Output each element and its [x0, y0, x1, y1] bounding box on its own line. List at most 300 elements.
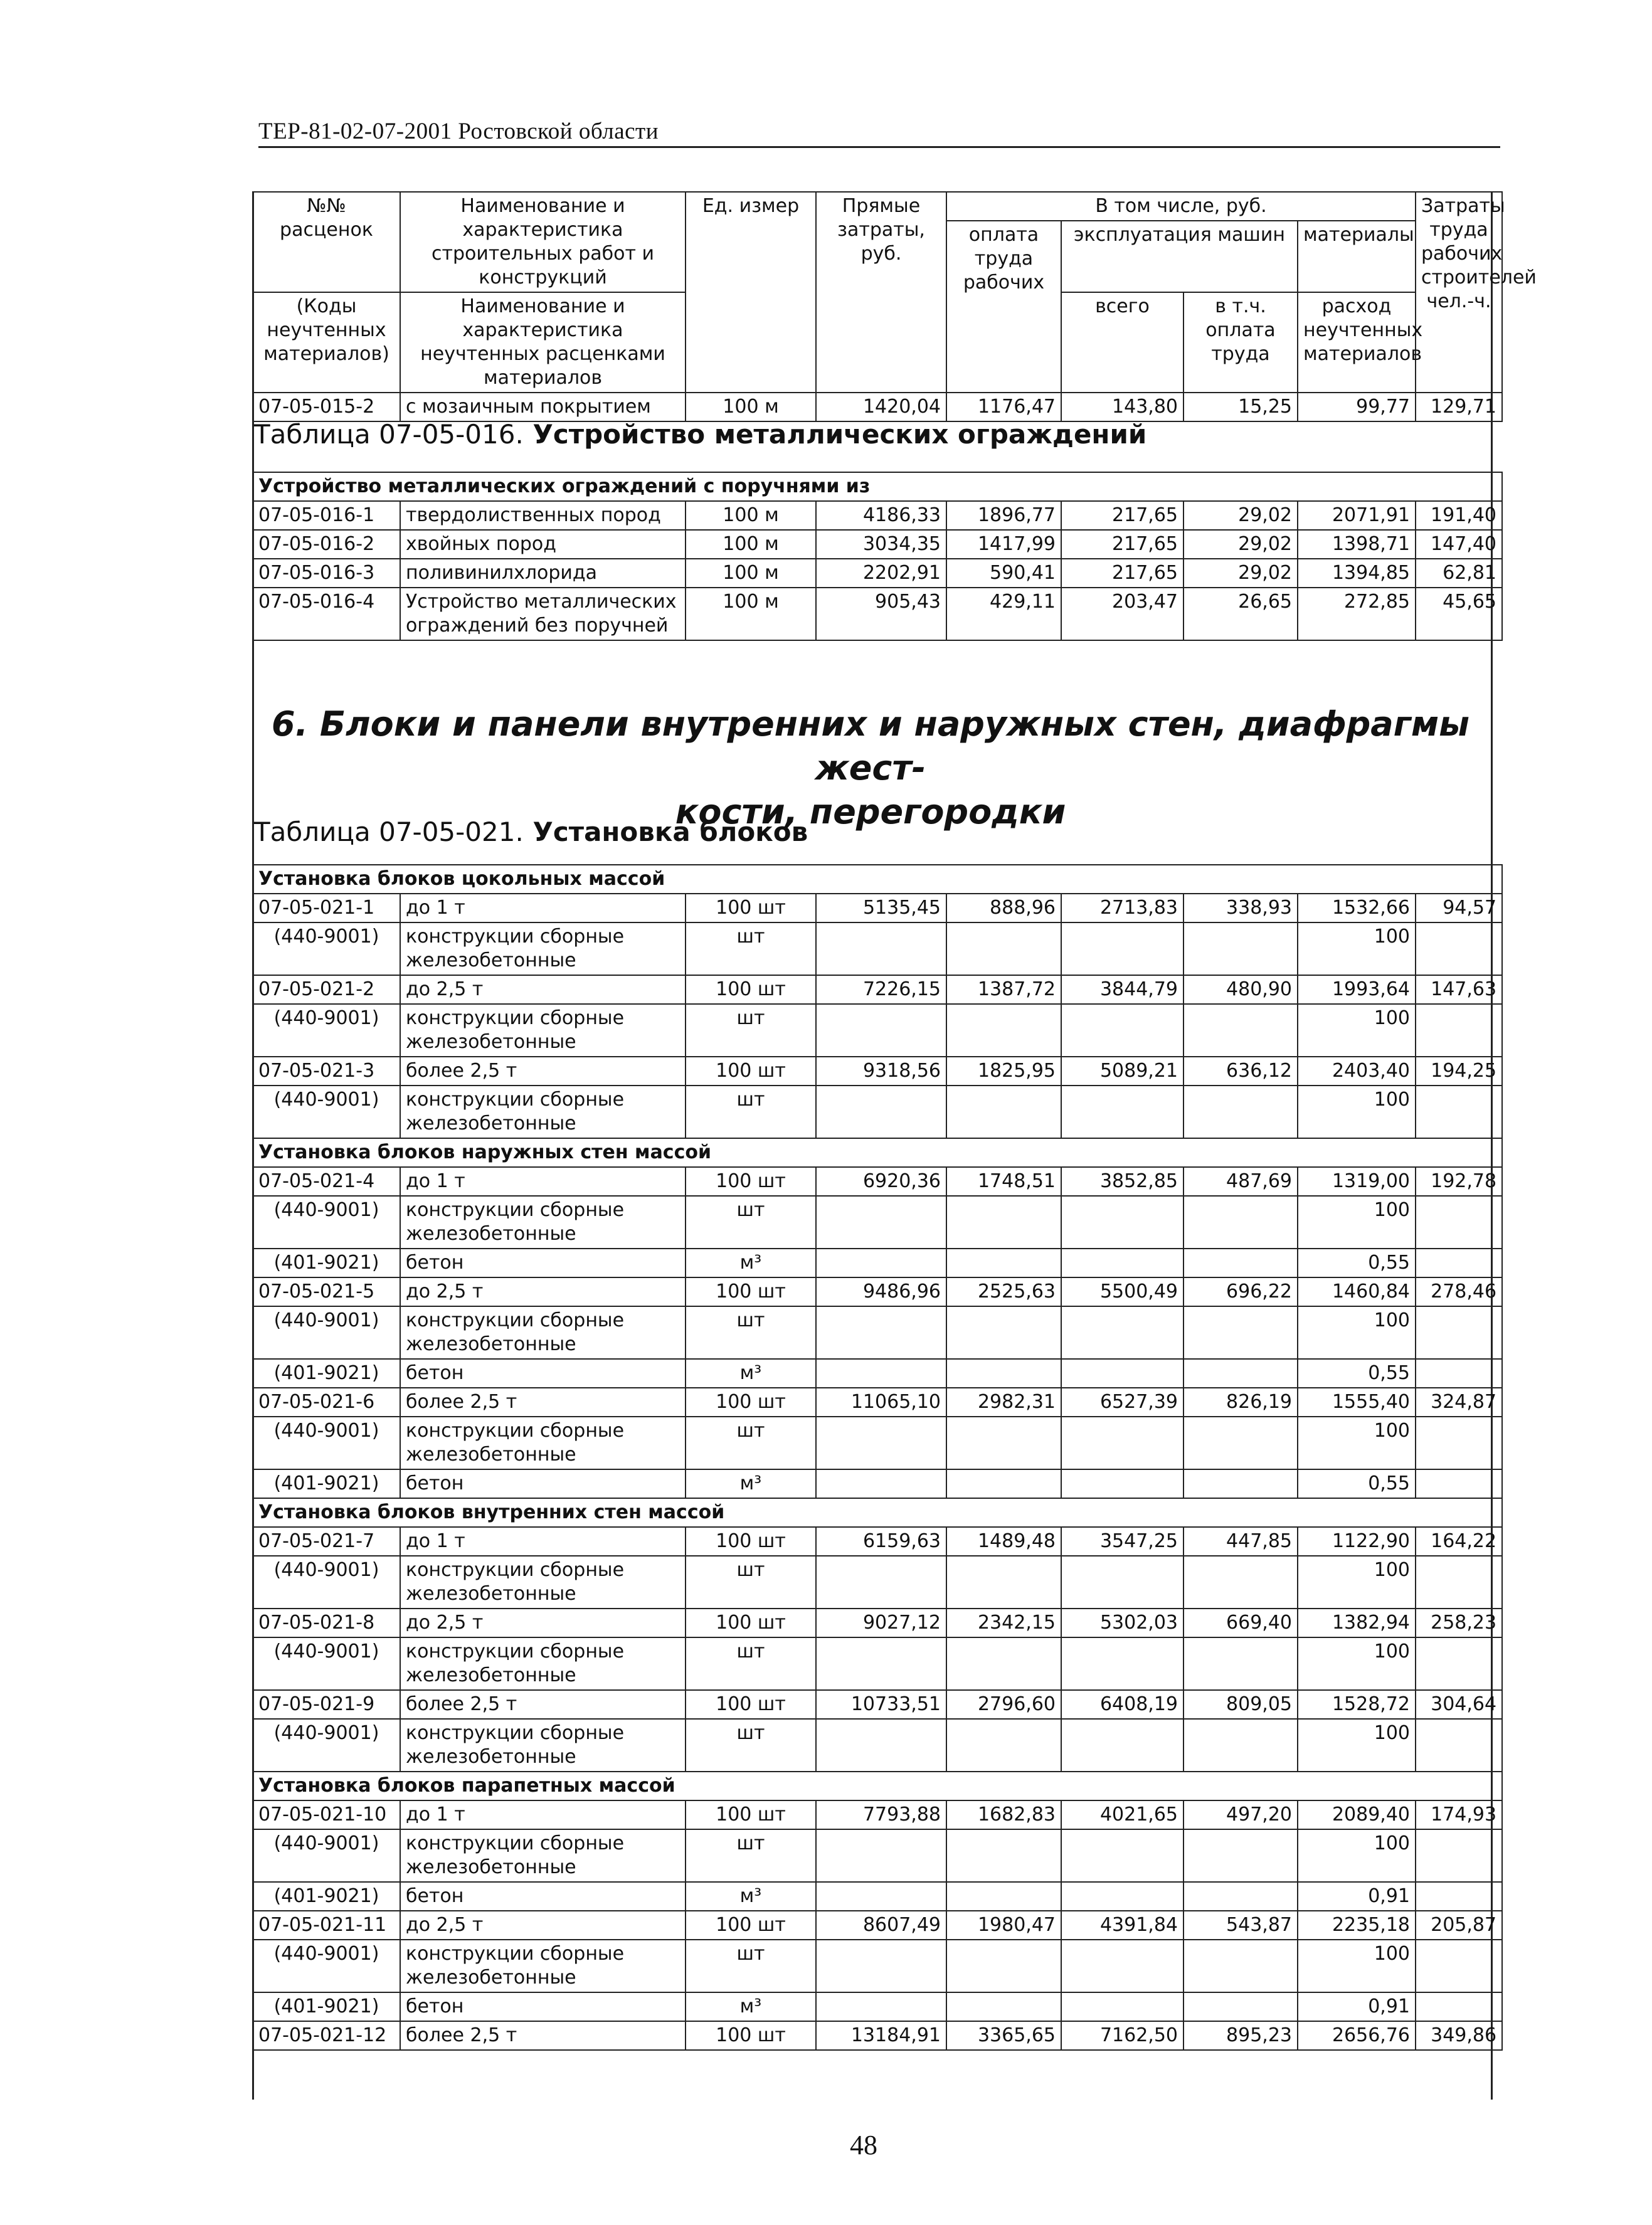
row-name: с мозаичным покрытием	[400, 393, 686, 421]
table-row	[253, 1277, 1502, 1306]
row-labor: 1748,51	[946, 1167, 1061, 1196]
empty-cell	[946, 1829, 1061, 1882]
table-row	[253, 1609, 1502, 1637]
page-number: 48	[850, 2130, 877, 2160]
row-mat: 2403,40	[1298, 1057, 1416, 1086]
row-code: 07-05-021-9	[253, 1690, 400, 1719]
material-qty: 100	[1298, 1556, 1416, 1609]
row-unit: 100 м	[686, 588, 816, 640]
material-name: конструкции сборные железобетонные	[400, 1556, 686, 1609]
row-mach: 217,65	[1061, 559, 1183, 588]
row-mach: 6408,19	[1061, 1690, 1183, 1719]
row-mat: 1555,40	[1298, 1388, 1416, 1417]
row-mach: 6527,39	[1061, 1388, 1183, 1417]
empty-cell	[1061, 1882, 1183, 1911]
empty-cell	[946, 1359, 1061, 1388]
col-name-top: Наименование и характеристика строительных работ и конструкций	[400, 192, 686, 292]
row-code: 07-05-021-7	[253, 1527, 400, 1556]
empty-cell	[1416, 1086, 1502, 1138]
empty-cell	[946, 1637, 1061, 1690]
row-direct: 9027,12	[816, 1609, 946, 1637]
row-mach-labor: 669,40	[1183, 1609, 1298, 1637]
material-name: конструкции сборные железобетонные	[400, 1086, 686, 1138]
col-materials-top: материалы	[1298, 221, 1416, 292]
empty-cell	[1416, 1829, 1502, 1882]
material-row	[253, 1196, 1502, 1249]
material-code: (440-9001)	[253, 1829, 400, 1882]
row-name: до 2,5 т	[400, 1911, 686, 1940]
empty-cell	[1183, 1306, 1298, 1359]
material-name: бетон	[400, 1249, 686, 1277]
material-qty: 0,91	[1298, 1882, 1416, 1911]
row-work: 324,87	[1416, 1388, 1502, 1417]
material-name: конструкции сборные железобетонные	[400, 1637, 686, 1690]
row-mat: 99,77	[1298, 393, 1416, 421]
row-mat: 272,85	[1298, 588, 1416, 640]
table-row	[253, 393, 1502, 421]
table-016-caption	[254, 419, 1146, 450]
row-name: Устройство металлических ограждений без поручней	[400, 588, 686, 640]
row-name: поливинилхлорида	[400, 559, 686, 588]
material-qty: 100	[1298, 1196, 1416, 1249]
row-mach-labor: 809,05	[1183, 1690, 1298, 1719]
material-row	[253, 1306, 1502, 1359]
empty-cell	[1061, 1637, 1183, 1690]
material-code: (440-9001)	[253, 1417, 400, 1469]
material-code: (440-9001)	[253, 1086, 400, 1138]
empty-cell	[946, 1469, 1061, 1498]
row-mat: 1528,72	[1298, 1690, 1416, 1719]
material-unit: шт	[686, 1004, 816, 1057]
empty-cell	[816, 1249, 946, 1277]
row-unit: 100 шт	[686, 1527, 816, 1556]
row-mach-labor: 15,25	[1183, 393, 1298, 421]
empty-cell	[1061, 1719, 1183, 1772]
material-qty: 0,55	[1298, 1469, 1416, 1498]
empty-cell	[816, 1359, 946, 1388]
row-name: до 1 т	[400, 1527, 686, 1556]
material-code: (401-9021)	[253, 1992, 400, 2021]
empty-cell	[1416, 1196, 1502, 1249]
row-work: 258,23	[1416, 1609, 1502, 1637]
row-mach: 5500,49	[1061, 1277, 1183, 1306]
row-mach: 143,80	[1061, 393, 1183, 421]
row-code: 07-05-021-12	[253, 2021, 400, 2050]
material-qty: 100	[1298, 1306, 1416, 1359]
row-mach: 2713,83	[1061, 894, 1183, 922]
empty-cell	[946, 1992, 1061, 2021]
row-name: хвойных пород	[400, 530, 686, 559]
material-name: бетон	[400, 1992, 686, 2021]
material-name: конструкции сборные железобетонные	[400, 1417, 686, 1469]
row-direct: 905,43	[816, 588, 946, 640]
row-work: 191,40	[1416, 501, 1502, 530]
empty-cell	[946, 1196, 1061, 1249]
row-code: 07-05-021-10	[253, 1800, 400, 1829]
material-unit: м³	[686, 1359, 816, 1388]
row-mach: 217,65	[1061, 501, 1183, 530]
material-code: (440-9001)	[253, 1306, 400, 1359]
empty-cell	[1183, 1004, 1298, 1057]
material-row	[253, 1940, 1502, 1992]
material-unit: шт	[686, 1086, 816, 1138]
row-name: до 2,5 т	[400, 1609, 686, 1637]
row-mach-labor: 29,02	[1183, 559, 1298, 588]
material-code: (440-9001)	[253, 1556, 400, 1609]
material-unit: шт	[686, 1196, 816, 1249]
section-title: Установка блоков наружных стен массой	[253, 1138, 1502, 1167]
row-work: 194,25	[1416, 1057, 1502, 1086]
row-unit: 100 шт	[686, 1911, 816, 1940]
material-row	[253, 1086, 1502, 1138]
material-unit: шт	[686, 1556, 816, 1609]
chapter-title-line1: 6. Блоки и панели внутренних и наружных стен, диафрагмы жест-	[272, 704, 1469, 788]
row-unit: 100 м	[686, 559, 816, 588]
row-name: более 2,5 т	[400, 2021, 686, 2050]
empty-cell	[1183, 1417, 1298, 1469]
material-qty: 100	[1298, 1086, 1416, 1138]
empty-cell	[1416, 1004, 1502, 1057]
row-direct: 6920,36	[816, 1167, 946, 1196]
material-row	[253, 1417, 1502, 1469]
material-code: (401-9021)	[253, 1359, 400, 1388]
row-mach-labor: 487,69	[1183, 1167, 1298, 1196]
row-unit: 100 шт	[686, 975, 816, 1004]
empty-cell	[946, 1306, 1061, 1359]
material-row	[253, 1359, 1502, 1388]
row-mach: 5089,21	[1061, 1057, 1183, 1086]
row-name: до 2,5 т	[400, 1277, 686, 1306]
row-work: 129,71	[1416, 393, 1502, 421]
empty-cell	[946, 922, 1061, 975]
row-work: 147,63	[1416, 975, 1502, 1004]
row-name: твердолиственных пород	[400, 501, 686, 530]
material-row	[253, 1719, 1502, 1772]
empty-cell	[1061, 1249, 1183, 1277]
row-labor: 590,41	[946, 559, 1061, 588]
row-work: 304,64	[1416, 1690, 1502, 1719]
row-work: 192,78	[1416, 1167, 1502, 1196]
material-qty: 100	[1298, 1829, 1416, 1882]
material-code: (401-9021)	[253, 1882, 400, 1911]
material-unit: шт	[686, 1417, 816, 1469]
section-header-row	[253, 1138, 1502, 1167]
row-direct: 4186,33	[816, 501, 946, 530]
table-016	[252, 472, 1503, 641]
row-direct: 7226,15	[816, 975, 946, 1004]
col-materials-bottom: расход неучтенных материалов	[1298, 292, 1416, 393]
empty-cell	[946, 1882, 1061, 1911]
row-work: 278,46	[1416, 1277, 1502, 1306]
empty-cell	[816, 1992, 946, 2021]
empty-cell	[1061, 1004, 1183, 1057]
empty-cell	[1061, 922, 1183, 975]
col-labor: оплата труда рабочих	[946, 221, 1061, 393]
empty-cell	[816, 1417, 946, 1469]
row-mach: 3547,25	[1061, 1527, 1183, 1556]
section-title: Устройство металлических ограждений с поручнями из	[253, 472, 1502, 501]
row-code: 07-05-021-1	[253, 894, 400, 922]
empty-cell	[1183, 1086, 1298, 1138]
empty-cell	[816, 1719, 946, 1772]
row-labor: 2525,63	[946, 1277, 1061, 1306]
empty-cell	[1183, 1829, 1298, 1882]
material-code: (401-9021)	[253, 1249, 400, 1277]
material-qty: 0,55	[1298, 1249, 1416, 1277]
material-code: (440-9001)	[253, 1004, 400, 1057]
empty-cell	[946, 1249, 1061, 1277]
material-name: бетон	[400, 1469, 686, 1498]
material-row	[253, 1882, 1502, 1911]
row-labor: 1387,72	[946, 975, 1061, 1004]
row-code: 07-05-015-2	[253, 393, 400, 421]
table-row	[253, 2021, 1502, 2050]
row-code: 07-05-016-4	[253, 588, 400, 640]
material-row	[253, 1249, 1502, 1277]
section-title: Установка блоков внутренних стен массой	[253, 1498, 1502, 1527]
material-code: (440-9001)	[253, 1719, 400, 1772]
row-unit: 100 шт	[686, 1388, 816, 1417]
material-qty: 100	[1298, 1637, 1416, 1690]
material-qty: 100	[1298, 1719, 1416, 1772]
empty-cell	[1416, 1719, 1502, 1772]
empty-cell	[1183, 1992, 1298, 2021]
table-row	[253, 1690, 1502, 1719]
material-code: (440-9001)	[253, 1196, 400, 1249]
table-row	[253, 1911, 1502, 1940]
row-mat: 2235,18	[1298, 1911, 1416, 1940]
empty-cell	[816, 1882, 946, 1911]
row-work: 349,86	[1416, 2021, 1502, 2050]
row-mat: 2656,76	[1298, 2021, 1416, 2050]
row-direct: 9318,56	[816, 1057, 946, 1086]
row-direct: 2202,91	[816, 559, 946, 588]
col-workers: Затраты труда рабочих строителей чел.-ч.	[1416, 192, 1502, 393]
row-unit: 100 шт	[686, 894, 816, 922]
row-code: 07-05-021-2	[253, 975, 400, 1004]
empty-cell	[946, 1940, 1061, 1992]
empty-cell	[1416, 1556, 1502, 1609]
row-name: до 2,5 т	[400, 975, 686, 1004]
empty-cell	[1416, 1637, 1502, 1690]
row-work: 174,93	[1416, 1800, 1502, 1829]
table-021	[252, 864, 1503, 2051]
empty-cell	[1416, 1882, 1502, 1911]
section-header-row	[253, 865, 1502, 894]
row-unit: 100 шт	[686, 1277, 816, 1306]
row-direct: 11065,10	[816, 1388, 946, 1417]
row-work: 147,40	[1416, 530, 1502, 559]
chapter-title-line2: кости, перегородки	[675, 792, 1066, 832]
empty-cell	[946, 1719, 1061, 1772]
empty-cell	[1061, 1359, 1183, 1388]
material-code: (440-9001)	[253, 922, 400, 975]
table-021-label: Таблица 07-05-021.	[254, 817, 524, 847]
table-row	[253, 1800, 1502, 1829]
row-unit: 100 шт	[686, 1800, 816, 1829]
material-name: бетон	[400, 1882, 686, 1911]
col-code-top: №№ расценок	[253, 192, 400, 292]
row-work: 205,87	[1416, 1911, 1502, 1940]
row-labor: 1682,83	[946, 1800, 1061, 1829]
row-labor: 1896,77	[946, 501, 1061, 530]
row-mat: 1122,90	[1298, 1527, 1416, 1556]
row-mat: 1532,66	[1298, 894, 1416, 922]
material-unit: м³	[686, 1992, 816, 2021]
table-row	[253, 1057, 1502, 1086]
material-unit: шт	[686, 1829, 816, 1882]
material-row	[253, 922, 1502, 975]
empty-cell	[1061, 1469, 1183, 1498]
row-labor: 2796,60	[946, 1690, 1061, 1719]
row-mach-labor: 480,90	[1183, 975, 1298, 1004]
row-mat: 1319,00	[1298, 1167, 1416, 1196]
material-qty: 0,91	[1298, 1992, 1416, 2021]
empty-cell	[1183, 1249, 1298, 1277]
empty-cell	[1416, 1469, 1502, 1498]
empty-cell	[1183, 1882, 1298, 1911]
material-unit: м³	[686, 1249, 816, 1277]
empty-cell	[1416, 922, 1502, 975]
material-qty: 0,55	[1298, 1359, 1416, 1388]
material-name: бетон	[400, 1359, 686, 1388]
material-row	[253, 1829, 1502, 1882]
table-021-caption	[254, 817, 808, 847]
material-name: конструкции сборные железобетонные	[400, 1004, 686, 1057]
material-qty: 100	[1298, 922, 1416, 975]
empty-cell	[1061, 1940, 1183, 1992]
material-name: конструкции сборные железобетонные	[400, 1719, 686, 1772]
row-mach: 7162,50	[1061, 2021, 1183, 2050]
running-header: ТЕР-81-02-07-2001 Ростовской области	[258, 118, 1500, 148]
material-unit: шт	[686, 1940, 816, 1992]
row-mach-labor: 29,02	[1183, 501, 1298, 530]
row-labor: 1980,47	[946, 1911, 1061, 1940]
table-016-title: Устройство металлических ограждений	[532, 419, 1147, 450]
row-direct: 13184,91	[816, 2021, 946, 2050]
empty-cell	[1183, 1719, 1298, 1772]
empty-cell	[1183, 1940, 1298, 1992]
empty-cell	[816, 1637, 946, 1690]
material-unit: шт	[686, 1719, 816, 1772]
material-row	[253, 1992, 1502, 2021]
table-row	[253, 530, 1502, 559]
row-name: более 2,5 т	[400, 1057, 686, 1086]
row-mach-labor: 826,19	[1183, 1388, 1298, 1417]
row-mach: 5302,03	[1061, 1609, 1183, 1637]
material-unit: шт	[686, 1306, 816, 1359]
material-name: конструкции сборные железобетонные	[400, 1829, 686, 1882]
header-table	[252, 191, 1537, 422]
material-unit: м³	[686, 1469, 816, 1498]
table-row	[253, 559, 1502, 588]
row-unit: 100 шт	[686, 1167, 816, 1196]
row-direct: 5135,45	[816, 894, 946, 922]
row-labor: 1176,47	[946, 393, 1061, 421]
row-unit: 100 м	[686, 393, 816, 421]
material-qty: 100	[1298, 1940, 1416, 1992]
row-mat: 1460,84	[1298, 1277, 1416, 1306]
empty-cell	[1183, 1359, 1298, 1388]
row-direct: 6159,63	[816, 1527, 946, 1556]
row-mach: 3852,85	[1061, 1167, 1183, 1196]
empty-cell	[1061, 1992, 1183, 2021]
material-qty: 100	[1298, 1417, 1416, 1469]
table-row	[253, 501, 1502, 530]
row-mach-labor: 26,65	[1183, 588, 1298, 640]
row-unit: 100 м	[686, 501, 816, 530]
empty-cell	[946, 1004, 1061, 1057]
empty-cell	[1061, 1829, 1183, 1882]
table-021-title: Установка блоков	[532, 817, 808, 847]
empty-cell	[1061, 1417, 1183, 1469]
row-work: 62,81	[1416, 559, 1502, 588]
row-mat: 1398,71	[1298, 530, 1416, 559]
row-mach-labor: 338,93	[1183, 894, 1298, 922]
section-title: Установка блоков парапетных массой	[253, 1772, 1502, 1800]
row-mach-labor: 447,85	[1183, 1527, 1298, 1556]
row-labor: 429,11	[946, 588, 1061, 640]
empty-cell	[1416, 1417, 1502, 1469]
empty-cell	[1183, 922, 1298, 975]
row-name: более 2,5 т	[400, 1388, 686, 1417]
col-name-bottom: Наименование и характеристика неучтенных расценками материалов	[400, 292, 686, 393]
row-code: 07-05-016-1	[253, 501, 400, 530]
table-row	[253, 1388, 1502, 1417]
material-name: конструкции сборные железобетонные	[400, 1940, 686, 1992]
material-code: (440-9001)	[253, 1637, 400, 1690]
empty-cell	[816, 1829, 946, 1882]
row-unit: 100 шт	[686, 1609, 816, 1637]
row-direct: 8607,49	[816, 1911, 946, 1940]
row-code: 07-05-021-8	[253, 1609, 400, 1637]
empty-cell	[1061, 1086, 1183, 1138]
empty-cell	[1416, 1992, 1502, 2021]
empty-cell	[946, 1086, 1061, 1138]
material-name: конструкции сборные железобетонные	[400, 1196, 686, 1249]
row-mat: 1394,85	[1298, 559, 1416, 588]
empty-cell	[1183, 1196, 1298, 1249]
row-mach: 203,47	[1061, 588, 1183, 640]
row-mach-labor: 497,20	[1183, 1800, 1298, 1829]
material-code: (440-9001)	[253, 1940, 400, 1992]
col-unit: Ед. измер	[686, 192, 816, 393]
empty-cell	[1416, 1249, 1502, 1277]
table-row	[253, 1527, 1502, 1556]
empty-cell	[1061, 1306, 1183, 1359]
empty-cell	[1183, 1556, 1298, 1609]
row-labor: 3365,65	[946, 2021, 1061, 2050]
row-code: 07-05-021-11	[253, 1911, 400, 1940]
row-direct: 10733,51	[816, 1690, 946, 1719]
col-code-bottom: (Коды неучтенных материалов)	[253, 292, 400, 393]
empty-cell	[1416, 1306, 1502, 1359]
material-unit: м³	[686, 1882, 816, 1911]
empty-cell	[816, 1086, 946, 1138]
material-row	[253, 1637, 1502, 1690]
material-name: конструкции сборные железобетонные	[400, 922, 686, 975]
empty-cell	[816, 1940, 946, 1992]
material-row	[253, 1556, 1502, 1609]
table-row	[253, 588, 1502, 640]
row-name: до 1 т	[400, 1800, 686, 1829]
row-labor: 2982,31	[946, 1388, 1061, 1417]
empty-cell	[1061, 1196, 1183, 1249]
section-header-row	[253, 1772, 1502, 1800]
row-direct: 1420,04	[816, 393, 946, 421]
material-name: конструкции сборные железобетонные	[400, 1306, 686, 1359]
row-code: 07-05-021-6	[253, 1388, 400, 1417]
